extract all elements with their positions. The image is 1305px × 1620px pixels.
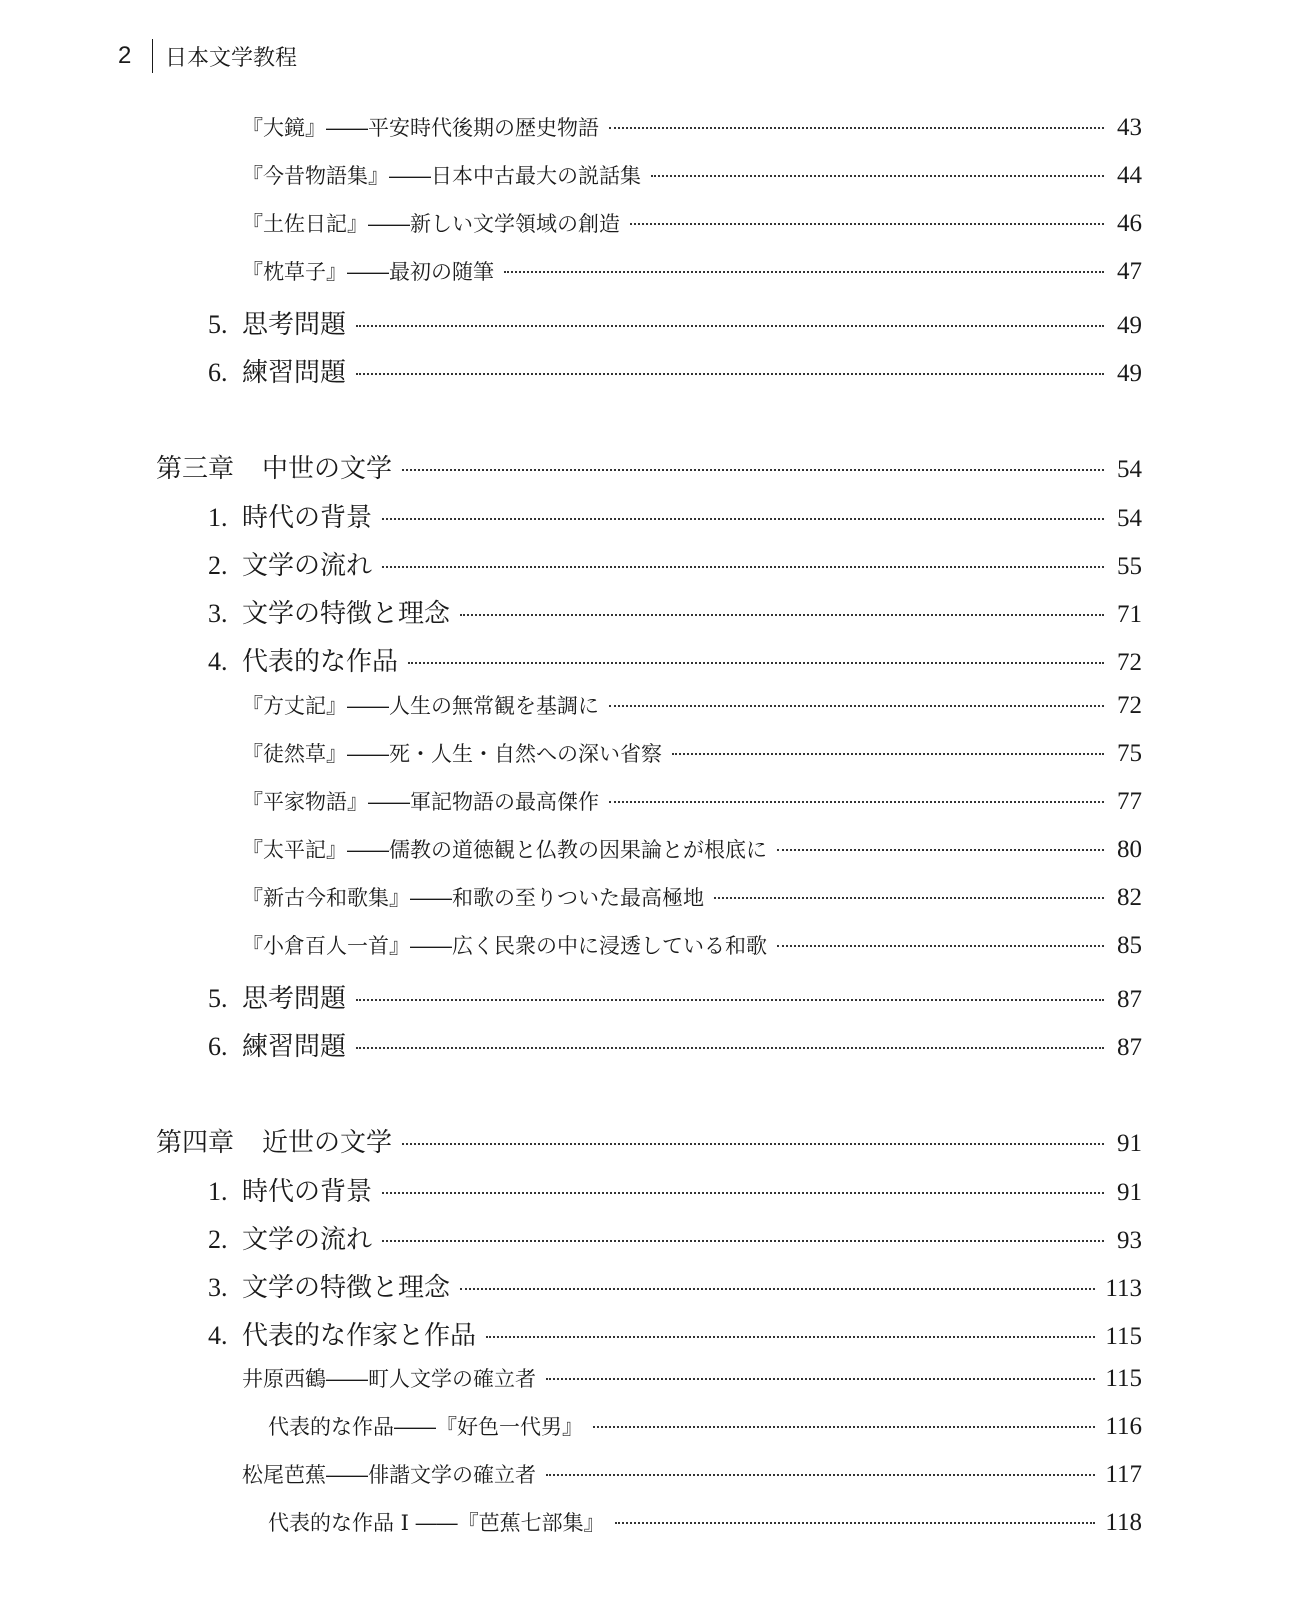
section-number: 4. [208,1321,228,1350]
header-divider [152,39,153,73]
entry-title: 松尾芭蕉――俳諧文学の確立者 [242,1463,536,1487]
entry-page-number: 44 [1117,162,1142,189]
dot-leader [402,469,1104,471]
dot-leader [651,175,1104,177]
toc-entry-work [242,786,1142,816]
section-number: 5. [208,310,228,339]
toc-entry-work [242,834,1142,864]
entry-title: 『太平記』――儒教の道徳観と仏教の因果論とが根底に [242,838,767,862]
entry-title: 代表的な作品――『好色一代男』 [268,1415,583,1439]
dot-leader [546,1378,1095,1380]
entry-page-number: 87 [1117,986,1142,1013]
entry-page-number: 49 [1117,360,1142,387]
dot-leader [777,945,1104,947]
toc-entry-work [242,690,1142,720]
entry-title: 代表的な作家と作品 [242,1321,477,1351]
toc-entry-section [208,593,1142,630]
section-number: 2. [208,551,228,580]
section-number: 4. [208,647,228,676]
entry-title: 思考問題 [242,984,347,1014]
toc-entry-section [208,352,1142,389]
entry-title: 文学の特徴と理念 [242,599,451,629]
dot-leader [356,1047,1104,1049]
entry-page-number: 82 [1117,884,1142,911]
entry-title: 井原西鶴――町人文学の確立者 [242,1367,536,1391]
dot-leader [460,614,1104,616]
toc-entry-sub [268,1507,1142,1537]
entry-title: 『新古今和歌集』――和歌の至りついた最高極地 [242,886,704,910]
toc-entry-work [242,112,1142,142]
dot-leader [593,1426,1095,1428]
entry-page-number: 77 [1117,788,1142,815]
dot-leader [460,1288,1095,1290]
toc-entry-section [208,1267,1142,1304]
toc-entry-section [208,497,1142,534]
dot-leader [609,801,1104,803]
toc-entry-section [208,1219,1142,1256]
entry-page-number: 72 [1117,692,1142,719]
entry-title: 練習問題 [242,358,347,388]
entry-page-number: 115 [1105,1323,1142,1350]
entry-title: 練習問題 [242,1032,347,1062]
entry-title: 『徒然草』――死・人生・自然への深い省察 [242,742,662,766]
toc-entry-section [208,641,1142,678]
section-number: 3. [208,1273,228,1302]
entry-title: 『土佐日記』――新しい文学領域の創造 [242,212,620,236]
toc-entry-work [242,930,1142,960]
entry-page-number: 47 [1117,258,1142,285]
entry-page-number: 91 [1117,1179,1142,1206]
entry-page-number: 72 [1117,649,1142,676]
toc-entry-section [208,978,1142,1015]
dot-leader [356,325,1104,327]
entry-title: 『平家物語』――軍記物語の最高傑作 [242,790,599,814]
toc-entry-work [242,160,1142,190]
entry-page-number: 80 [1117,836,1142,863]
entry-page-number: 54 [1117,505,1142,532]
entry-title: 文学の特徴と理念 [242,1273,451,1303]
toc-entry-work [242,1363,1142,1393]
dot-leader [382,1192,1104,1194]
toc-entry-section [208,545,1142,582]
entry-title: 思考問題 [242,310,347,340]
entry-page-number: 71 [1117,601,1142,628]
entry-page-number: 55 [1117,553,1142,580]
section-number: 1. [208,503,228,532]
page-number: 2 [118,42,132,69]
entry-title: 『小倉百人一首』――広く民衆の中に浸透している和歌 [242,934,767,958]
entry-title: 時代の背景 [242,1177,373,1207]
dot-leader [504,271,1104,273]
toc-entry-work [242,208,1142,238]
book-title: 日本文学教程 [165,45,298,71]
entry-page-number: 116 [1105,1413,1142,1440]
dot-leader [356,999,1104,1001]
toc-entry-chapter [156,1122,1142,1159]
chapter-number: 第三章 [156,454,235,484]
toc-entry-section [208,1315,1142,1352]
toc-entry-work [242,1459,1142,1489]
entry-title: 時代の背景 [242,503,373,533]
toc-entry-section [208,304,1142,341]
toc-entry-chapter [156,448,1142,485]
entry-title: 中世の文学 [262,454,393,484]
dot-leader [777,849,1104,851]
entry-page-number: 46 [1117,210,1142,237]
entry-title: 『今昔物語集』――日本中古最大の説話集 [242,164,641,188]
entry-page-number: 43 [1117,114,1142,141]
section-number: 6. [208,358,228,387]
entry-page-number: 115 [1105,1365,1142,1392]
section-number: 6. [208,1032,228,1061]
chapter-number: 第四章 [156,1128,235,1158]
section-number: 2. [208,1225,228,1254]
entry-title: 『枕草子』――最初の随筆 [242,260,494,284]
dot-leader [486,1336,1095,1338]
entry-page-number: 93 [1117,1227,1142,1254]
toc-entry-sub [268,1411,1142,1441]
entry-page-number: 87 [1117,1034,1142,1061]
dot-leader [356,373,1104,375]
running-header [118,36,297,76]
dot-leader [714,897,1104,899]
dot-leader [382,518,1104,520]
entry-title: 代表的な作品 I ――『芭蕉七部集』 [268,1511,605,1535]
entry-title: 代表的な作品 [242,647,399,677]
entry-page-number: 75 [1117,740,1142,767]
dot-leader [402,1143,1104,1145]
entry-page-number: 91 [1117,1130,1142,1157]
dot-leader [382,1240,1104,1242]
entry-page-number: 117 [1105,1461,1142,1488]
section-number: 1. [208,1177,228,1206]
dot-leader [615,1522,1096,1524]
entry-page-number: 85 [1117,932,1142,959]
dot-leader [672,753,1104,755]
section-number: 5. [208,984,228,1013]
dot-leader [546,1474,1095,1476]
entry-title: 『方丈記』――人生の無常観を基調に [242,694,599,718]
dot-leader [609,127,1104,129]
entry-page-number: 113 [1105,1275,1142,1302]
entry-title: 文学の流れ [242,551,373,581]
dot-leader [382,566,1104,568]
section-number: 3. [208,599,228,628]
dot-leader [609,705,1104,707]
toc-entry-section [208,1171,1142,1208]
entry-page-number: 118 [1105,1509,1142,1536]
entry-page-number: 54 [1117,456,1142,483]
entry-page-number: 49 [1117,312,1142,339]
entry-title: 近世の文学 [262,1128,393,1158]
dot-leader [408,662,1104,664]
toc-entry-section [208,1026,1142,1063]
entry-title: 『大鏡』――平安時代後期の歴史物語 [242,116,599,140]
toc-entry-work [242,256,1142,286]
entry-title: 文学の流れ [242,1225,373,1255]
dot-leader [630,223,1104,225]
toc-entry-work [242,738,1142,768]
toc-entry-work [242,882,1142,912]
